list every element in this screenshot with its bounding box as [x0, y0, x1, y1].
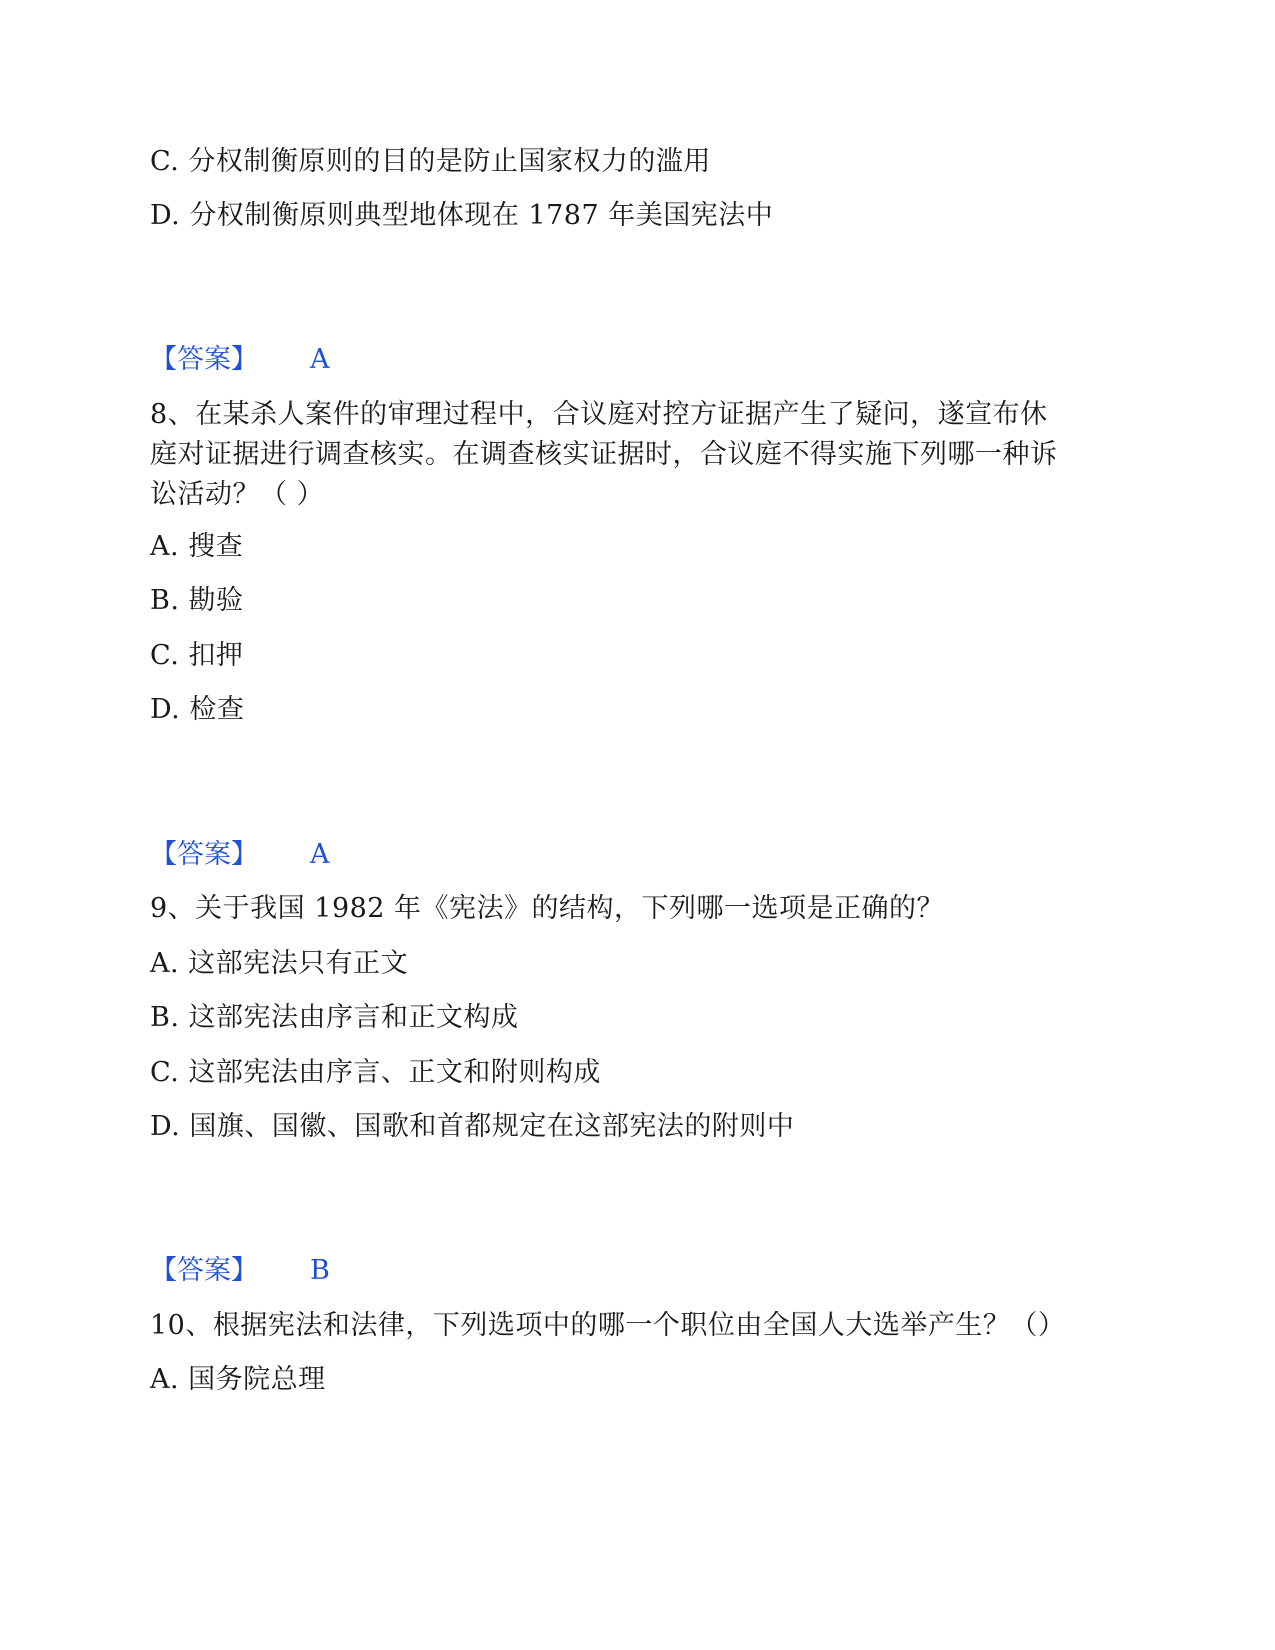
question-8-option-c: C. 扣押 — [150, 640, 244, 671]
answer-7 — [150, 340, 330, 380]
answer-value: A — [310, 839, 330, 870]
question-10-stem: 10、根据宪法和法律，下列选项中的哪一个职位由全国人大选举产生？（） — [150, 1310, 1066, 1341]
prev-option-c: C. 分权制衡原则的目的是防止国家权力的滥用 — [150, 146, 711, 177]
question-10-option-a: A. 国务院总理 — [150, 1364, 326, 1395]
question-9-stem: 9、关于我国 1982 年《宪法》的结构，下列哪一选项是正确的？ — [150, 893, 945, 924]
answer-label: 【答案】 — [150, 344, 258, 375]
answer-label: 【答案】 — [150, 1255, 258, 1286]
answer-value: A — [310, 344, 330, 375]
prev-option-d: D. 分权制衡原则典型地体现在 1787 年美国宪法中 — [150, 200, 774, 231]
question-9-option-b: B. 这部宪法由序言和正文构成 — [150, 1002, 519, 1033]
question-8-stem-line: 讼活动？（ ） — [150, 479, 325, 510]
question-8-option-d: D. 检查 — [150, 694, 245, 725]
question-8-option-a: A. 搜查 — [150, 531, 244, 562]
answer-value: B — [310, 1255, 330, 1286]
question-8-stem-line: 庭对证据进行调查核实。在调查核实证据时，合议庭不得实施下列哪一种诉 — [150, 439, 1058, 470]
question-8-stem-line: 8、在某杀人案件的审理过程中，合议庭对控方证据产生了疑问，遂宣布休 — [150, 399, 1048, 430]
answer-label: 【答案】 — [150, 839, 258, 870]
question-8-option-b: B. 勘验 — [150, 585, 244, 616]
question-9-option-c: C. 这部宪法由序言、正文和附则构成 — [150, 1057, 601, 1088]
answer-9 — [150, 1251, 330, 1291]
question-9-option-d: D. 国旗、国徽、国歌和首都规定在这部宪法的附则中 — [150, 1111, 795, 1142]
question-8-stem — [150, 395, 1110, 515]
answer-8 — [150, 835, 330, 875]
question-9-option-a: A. 这部宪法只有正文 — [150, 948, 409, 979]
